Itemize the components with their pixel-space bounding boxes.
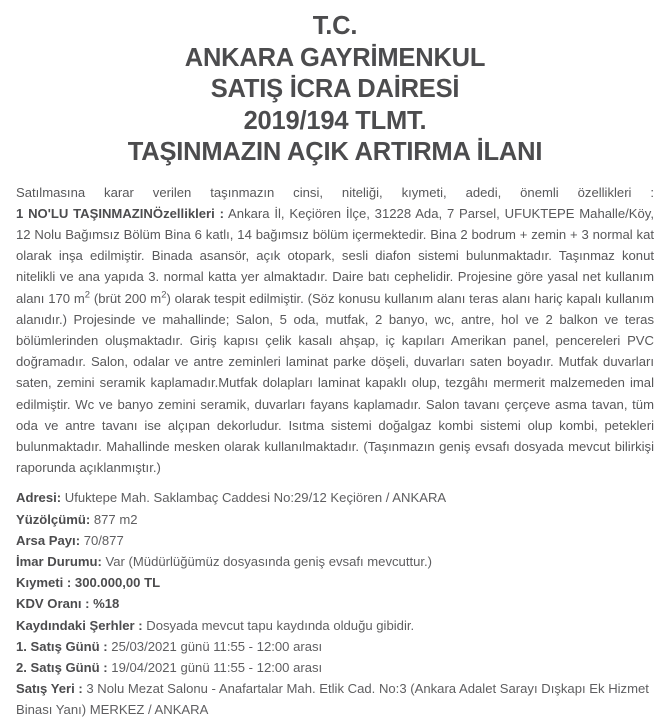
field-value-kdv-orani: %18 [89,596,120,612]
field-label-kiymeti: Kıymeti : [16,575,72,591]
property-details-list [0,487,670,720]
field-label-satis-yeri: Satış Yeri : [16,681,83,697]
field-value-second-sale-date: 19/04/2021 günü 11:55 - 12:00 arası [107,659,323,675]
field-row-adresi [16,487,654,508]
header-line-tc: T.C. [312,12,358,40]
field-row-kdv-orani [16,593,654,614]
header-line-case-number: 2019/194 TLMT. [243,106,427,135]
header-line-office-dept: SATIŞ İCRA DAİRESİ [210,75,460,103]
field-row-kiymeti [16,572,654,593]
field-label-imar-durumu: İmar Durumu: [16,553,102,569]
field-row-arsa-payi [16,530,654,551]
field-value-adresi: Ufuktepe Mah. Saklambaç Caddesi No:29/12 Keçiören / ANKARA [61,490,447,506]
field-value-kayittaki-serhler: Dosyada mevcut tapu kaydında olduğu gibidir. [142,617,415,633]
field-row-imar-durumu [16,551,654,572]
field-value-yuzolcumu: 877 m2 [90,511,138,527]
header-line-office-name: ANKARA GAYRİMENKUL [184,43,486,72]
document-header [0,0,670,169]
description-bold-lead: 1 NO'LU TAŞINMAZIN [16,205,153,221]
field-row-second-sale-date [16,657,654,678]
header-line-document-type: TAŞINMAZIN AÇIK ARTIRMA İLANI [127,138,543,166]
field-value-imar-durumu: Var (Müdürlüğümüz dosyasında geniş evsafı mevcuttur.) [101,553,433,569]
field-value-kiymeti: 300.000,00 TL [71,575,161,591]
body-section [0,182,670,479]
description-text: Ankara İl, Keçiören İlçe, 31228 Ada, 7 Parsel, UFUKTEPE Mahalle/Köy, 12 Nolu Bağımsız Bölüm Bina 6 katlı, 14 bağımsız bölüm içermektedir. Bina 2 bodrum + zemin + 3 normal kat olarak inşa edilmiştir. Binada asansör, açık otopark, sesli diafon sistemi bulunmaktadır. Taşınmaz konut nitelikli ve ana yapıda 3. normal katta yer almaktadır. Daire batı cephelidir. Projesine göre yasal net kullanım alanı 170 $m^2$ (brüt 200 $m^2$) olarak tespit edilmiştir. (Söz konusu kullanım alanı teras alanı hariç kapalı kullanım alanıdır.) Projesinde ve mahallinde; Salon, 5 oda, mutfak, 2 banyo, wc, antre, hol ve 2 balkon ve teras bölümlerinden oluşmaktadır. Giriş kapısı çelik kasalı ahşap, iç kapıları Amerikan panel, pencereleri PVC doğramadır. Salon, odalar ve antre zeminleri laminat parke döşeli, duvarları saten boyadır. Mutfak duvarları saten, zemini seramik kaplamadır.Mutfak dolapları laminat kapaklı olup, tezgâhı mermerit malzemeden imal edilmiştir. Wc ve banyo zemini seramik, duvarları fayans kaplamadır. Salon tavanı çerçeve asma tavan, tüm oda ve antre tavanı ise alçıpan dekorludur. Isıtma sistemi doğalgaz kombi sistemi olup kombi, petekleri bulunmaktadır. Mahallinde mesken olarak kullanılmaktadır. (Taşınmazın geniş evsafı dosyada mevcut bilirkişi raporunda açıklanmıştır.) [16,205,654,476]
field-value-first-sale-date: 25/03/2021 günü 11:55 - 12:00 arası [107,638,323,654]
field-label-second-sale-date: 2. Satış Günü : [16,659,108,675]
field-row-yuzolcumu [16,509,654,530]
field-label-first-sale-date: 1. Satış Günü : [16,638,108,654]
field-label-yuzolcumu: Yüzölçümü: [16,511,91,527]
property-description-paragraph [16,182,654,479]
field-label-kayittaki-serhler: Kaydındaki Şerhler : [16,617,143,633]
field-label-adresi: Adresi: [16,490,62,506]
description-bold-label: Özellikleri : [152,205,224,221]
field-label-arsa-payi: Arsa Payı: [16,532,81,548]
field-value-satis-yeri: 3 Nolu Mezat Salonu - Anafartalar Mah. Etlik Cad. No:3 (Ankara Adalet Sarayı Dışkapı Ek Hizmet Binası Yanı) MERKEZ / ANKARA [16,681,649,718]
description-intro: Satılmasına karar verilen taşınmazın cinsi, niteliği, kıymeti, adedi, önemli özellikleri : [16,184,654,200]
field-value-arsa-payi: 70/877 [80,532,124,548]
field-row-kayittaki-serhler [16,615,654,636]
field-label-kdv-orani: KDV Oranı : [16,596,90,612]
field-row-satis-yeri [16,678,654,720]
